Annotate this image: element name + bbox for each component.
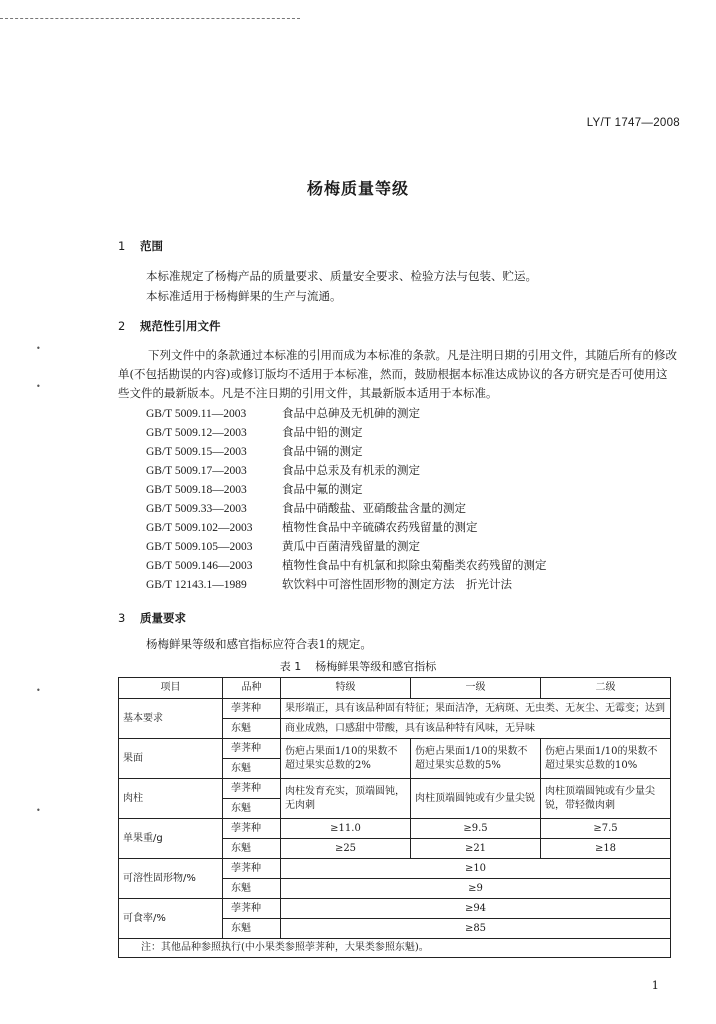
weight-first-v1: ≥9.5 (411, 819, 541, 839)
variety-cell: 荸荠种 (223, 859, 281, 879)
table-caption (0, 658, 716, 674)
scope-line-1: 本标准规定了杨梅产品的质量要求、质量安全要求、检验方法与包装、贮运。 (146, 269, 537, 283)
page-number: 1 (651, 978, 659, 992)
reference-code: GB/T 5009.102—2003 (146, 522, 253, 534)
solids-value-v1: ≥10 (281, 859, 671, 879)
weight-second-v1: ≥7.5 (541, 819, 671, 839)
reference-code: GB/T 5009.146—2003 (146, 560, 253, 572)
row-label-flesh: 肉柱 (119, 779, 223, 819)
section-number: 2 (118, 319, 126, 333)
reference-item (146, 404, 547, 423)
margin-mark: • (36, 344, 41, 353)
weight-first-v2: ≥21 (411, 839, 541, 859)
variety-cell: 荸荠种 (223, 819, 281, 839)
reference-name: 食品中总汞及有机汞的测定 (282, 463, 420, 477)
edible-value-v1: ≥94 (281, 899, 671, 919)
reference-item (146, 556, 547, 575)
variety-cell: 东魁 (223, 839, 281, 859)
top-edge-rule (0, 18, 300, 19)
references-intro: 下列文件中的条款通过本标准的引用而成为本标准的条款。凡是注明日期的引用文件，其随后所有的修改单(不包括勘误的内容)或修订版均不适用于本标准，然而，鼓励根据本标准达成协议的各方研究是否可使用这些文件的最新版本。凡是不注日期的引用文件，其最新版本适用于本标准。 (118, 348, 677, 400)
flesh-second: 肉柱顶端圆钝或有少量尖锐，带轻微肉刺 (541, 779, 671, 819)
weight-special-v1: ≥11.0 (281, 819, 411, 839)
row-label-edible: 可食率/% (119, 899, 223, 939)
reference-name: 植物性食品中辛硫磷农药残留量的测定 (282, 520, 478, 534)
reference-item (146, 423, 547, 442)
margin-mark: • (36, 806, 41, 815)
reference-item (146, 575, 547, 594)
variety-cell: 东魁 (223, 719, 281, 739)
reference-code: GB/T 5009.15—2003 (146, 446, 247, 458)
flesh-special: 肉柱发育充实，顶端圆钝，无肉刺 (281, 779, 411, 819)
reference-item (146, 480, 547, 499)
row-label-solids: 可溶性固形物/% (119, 859, 223, 899)
table-row (119, 819, 671, 839)
reference-code: GB/T 12143.1—1989 (146, 579, 247, 591)
section-3-heading (118, 610, 186, 626)
reference-item (146, 461, 547, 480)
surface-special: 伤疤占果面1/10的果数不超过果实总数的2% (281, 739, 411, 779)
section-1-heading (118, 238, 163, 254)
table-number: 表 1 (279, 660, 302, 673)
flesh-first: 肉柱顶端圆钝或有少量尖锐 (411, 779, 541, 819)
section-title: 质量要求 (140, 611, 186, 625)
weight-second-v2: ≥18 (541, 839, 671, 859)
variety-cell: 东魁 (223, 799, 281, 819)
surface-first: 伤疤占果面1/10的果数不超过果实总数的5% (411, 739, 541, 779)
section-number: 3 (118, 611, 126, 625)
table-note-row (119, 939, 671, 958)
header-item: 项目 (119, 678, 223, 699)
reference-code: GB/T 5009.33—2003 (146, 503, 247, 515)
table-note: 注：其他品种参照执行(中小果类参照荸荠种，大果类参照东魁)。 (119, 939, 671, 958)
basic-requirement-text: 商业成熟，口感甜中带酸，具有该品种特有风味，无异味 (281, 719, 671, 739)
reference-name: 食品中总砷及无机砷的测定 (282, 406, 420, 420)
section-number: 1 (118, 239, 126, 253)
grade-table (118, 677, 671, 958)
quality-intro: 杨梅鲜果等级和感官指标应符合表1的规定。 (146, 637, 372, 651)
reference-name: 食品中氟的测定 (282, 482, 363, 496)
row-label-basic: 基本要求 (119, 699, 223, 739)
header-first-grade: 一级 (411, 678, 541, 699)
reference-list (146, 404, 547, 594)
row-label-weight: 单果重/g (119, 819, 223, 859)
edible-value-v2: ≥85 (281, 919, 671, 939)
reference-code: GB/T 5009.105—2003 (146, 541, 253, 553)
reference-item (146, 537, 547, 556)
standard-code: LY/T 1747—2008 (586, 117, 680, 129)
reference-name: 食品中铅的测定 (282, 425, 363, 439)
surface-second: 伤疤占果面1/10的果数不超过果实总数的10% (541, 739, 671, 779)
variety-cell: 荸荠种 (223, 739, 281, 759)
variety-cell: 东魁 (223, 879, 281, 899)
margin-mark: • (36, 382, 41, 391)
table-row (119, 699, 671, 719)
reference-item (146, 499, 547, 518)
variety-cell: 荸荠种 (223, 779, 281, 799)
document-title: 杨梅质量等级 (306, 179, 409, 198)
table-row (119, 739, 671, 759)
variety-cell: 东魁 (223, 759, 281, 779)
scope-line-2: 本标准适用于杨梅鲜果的生产与流通。 (146, 289, 342, 303)
reference-name: 软饮料中可溶性固形物的测定方法 折光计法 (282, 577, 512, 591)
header-variety: 品种 (223, 678, 281, 699)
reference-item (146, 518, 547, 537)
reference-code: GB/T 5009.18—2003 (146, 484, 247, 496)
solids-value-v2: ≥9 (281, 879, 671, 899)
variety-cell: 荸荠种 (223, 899, 281, 919)
weight-special-v2: ≥25 (281, 839, 411, 859)
header-second-grade: 二级 (541, 678, 671, 699)
variety-cell: 东魁 (223, 919, 281, 939)
table-row (119, 859, 671, 879)
section-title: 范围 (140, 239, 163, 253)
row-label-surface: 果面 (119, 739, 223, 779)
header-special-grade: 特级 (281, 678, 411, 699)
section-2-heading (118, 318, 221, 334)
table-header-row (119, 678, 671, 699)
margin-mark: • (36, 686, 41, 695)
variety-cell: 荸荠种 (223, 699, 281, 719)
reference-code: GB/T 5009.12—2003 (146, 427, 247, 439)
section-title: 规范性引用文件 (140, 319, 221, 333)
reference-item (146, 442, 547, 461)
table-row (119, 779, 671, 799)
reference-name: 黄瓜中百菌清残留量的测定 (282, 539, 420, 553)
reference-code: GB/T 5009.17—2003 (146, 465, 247, 477)
reference-code: GB/T 5009.11—2003 (146, 408, 247, 420)
table-row (119, 899, 671, 919)
basic-requirement-text: 果形端正，具有该品种固有特征；果面洁净，无病斑、无虫类、无灰尘、无霉变；达到 (281, 699, 671, 719)
reference-name: 食品中镉的测定 (282, 444, 363, 458)
table-title: 杨梅鲜果等级和感官指标 (315, 660, 437, 673)
reference-name: 植物性食品中有机氯和拟除虫菊酯类农药残留的测定 (282, 558, 547, 572)
reference-name: 食品中硝酸盐、亚硝酸盐含量的测定 (282, 501, 466, 515)
